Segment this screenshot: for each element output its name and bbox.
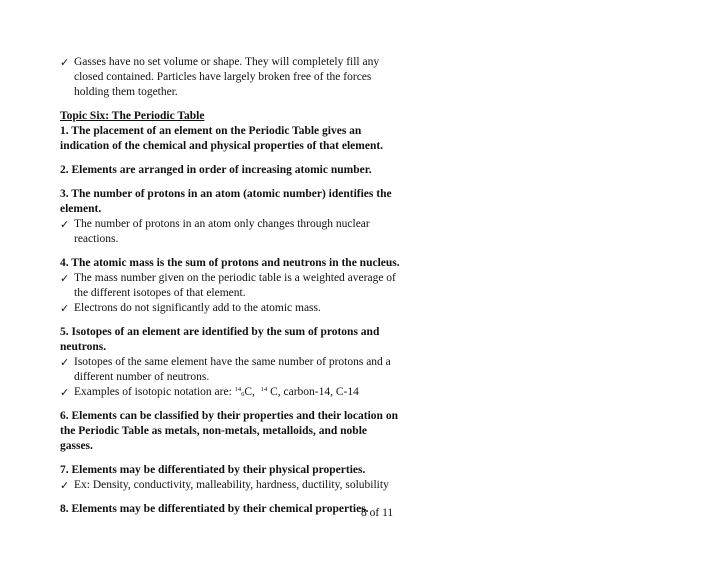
- list-item: [60, 55, 400, 100]
- section-7-bullet-1: Ex: Density, conductivity, malleability, hardness, ductility, solubility: [74, 479, 389, 491]
- list-item: [60, 385, 400, 400]
- isotope-1-symbol: C,: [244, 386, 255, 398]
- section-4-bullet-2: Electrons do not significantly add to the atomic mass.: [74, 302, 321, 314]
- list-item: [60, 271, 400, 301]
- topic-heading: Topic Six: The Periodic Table: [60, 110, 205, 122]
- section-5-bullet-2-lead: Examples of isotopic notation are:: [74, 386, 232, 398]
- checkmark-icon: ✓: [60, 218, 70, 231]
- checkmark-icon: ✓: [60, 386, 70, 399]
- isotope-1-mass-number: 14: [234, 386, 242, 393]
- section-7-heading: 7. Elements may be differentiated by their physical properties.: [60, 464, 366, 476]
- section-3-heading: 3. The number of protons in an atom (atomic number) identifies the element.: [60, 188, 392, 215]
- page-content: [60, 55, 400, 517]
- list-item: [60, 355, 400, 385]
- section-3-bullet-1: The number of protons in an atom only changes through nuclear reactions.: [74, 218, 370, 245]
- section-8-heading: 8. Elements may be differentiated by their chemical properties.: [60, 503, 369, 515]
- gasses-text: Gasses have no set volume or shape. They will completely fill any closed contained. Particles have largely broken free of the forces holding them together.: [74, 56, 380, 98]
- section-4-bullet-1: The mass number given on the periodic table is a weighted average of the different isotopes of that element.: [74, 272, 396, 299]
- list-item: [60, 217, 400, 247]
- checkmark-icon: ✓: [60, 479, 70, 492]
- section-5-bullet-1: Isotopes of the same element have the same number of protons and a different number of neutrons.: [74, 356, 391, 383]
- section-1-heading: 1. The placement of an element on the Periodic Table gives an indication of the chemical and physical properties of that element.: [60, 125, 384, 152]
- checkmark-icon: ✓: [60, 272, 70, 285]
- isotope-2-symbol: C, carbon-14, C-14: [270, 386, 359, 398]
- section-4-heading: 4. The atomic mass is the sum of protons and neutrons in the nucleus.: [60, 257, 400, 269]
- checkmark-icon: ✓: [60, 302, 70, 315]
- checkmark-icon: ✓: [60, 56, 70, 69]
- page-number: 8 of 11: [361, 507, 394, 519]
- section-2-heading: 2. Elements are arranged in order of increasing atomic number.: [60, 164, 372, 176]
- list-item: [60, 478, 400, 493]
- checkmark-icon: ✓: [60, 356, 70, 369]
- section-5-heading: 5. Isotopes of an element are identified by the sum of protons and neutrons.: [60, 326, 380, 353]
- section-6-heading: 6. Elements can be classified by their properties and their location on the Periodic Table as metals, non-metals, metalloids, and noble gasses.: [60, 410, 398, 452]
- isotope-1-atomic-number: 6: [241, 391, 245, 398]
- isotope-2-mass-number: 14: [260, 386, 268, 393]
- list-item: [60, 301, 400, 316]
